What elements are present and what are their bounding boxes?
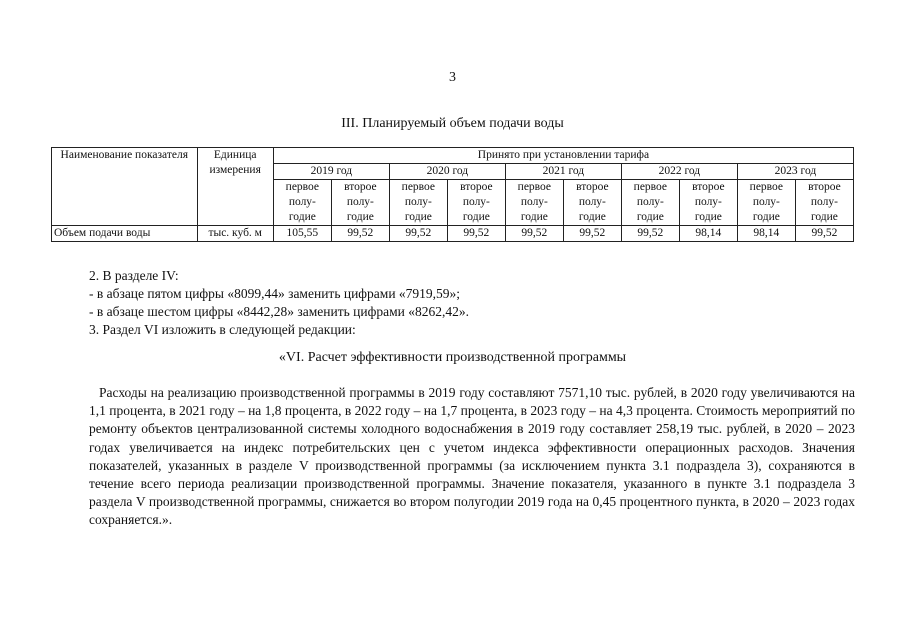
header-year: 2020 год [389,164,505,180]
row-unit: тыс. куб. м [197,226,273,242]
header-half-second: второе полу-годие [447,180,505,226]
row-value: 99,52 [331,226,389,242]
header-unit: Единица измерения [197,148,273,226]
header-indicator-name: Наименование показателя [52,148,198,226]
row-value: 99,52 [389,226,447,242]
header-half-first: первое полу-годие [621,180,679,226]
row-indicator-name: Объем подачи воды [52,226,198,242]
row-value: 99,52 [447,226,505,242]
header-half-second: второе полу-годие [679,180,737,226]
body-paragraph-text: Расходы на реализацию производственной программы в 2019 году составляют 7571,10 тыс. рублей, в 2020 году увеличиваются на 1,1 процента, в 2021 году – на 1,8 процента, в 2022 году – на 1,7 процента, в 2023 году – на 4,3 процента. Стоимость мероприятий по ремонту объектов централизованной системы холодного водоснабжения в 2019 году составляет 258,19 тыс. рублей, в 2020 – 2023 годах увеличивается на индекс потребительских цен с учетом индекса эффективности операционных расходов. Значения показателей, указанных в разделе V производственной программы (за исключением пункта 3.1 подраздела 3), сохраняются в течение всего периода реализации производственной программы. Значение показателя, указанного в пункте 3.1 подраздела 3 раздела V производственной программы, снижается во втором полугодии 2019 года на 0,45 процентного пункта, в 2020 – 2023 годах сохраняется.». [89,385,855,528]
body-paragraph [89,384,855,530]
header-year: 2021 год [505,164,621,180]
header-half-second: второе полу-годие [795,180,853,226]
table-header-row [52,148,854,164]
header-half-first: первое полу-годие [273,180,331,226]
amendment-line: - в абзаце шестом цифры «8442,28» заменить цифрами «8262,42». [89,304,469,319]
page-number: 3 [449,70,456,85]
header-half-first: первое полу-годие [505,180,563,226]
header-tariff-group: Принято при установлении тарифа [273,148,853,164]
header-year: 2022 год [621,164,737,180]
row-value: 99,52 [795,226,853,242]
row-value: 99,52 [621,226,679,242]
amendment-line: - в абзаце пятом цифры «8099,44» заменить цифрами «7919,59»; [89,286,461,301]
amendments-block [89,267,469,339]
water-supply-table [51,147,854,242]
table-row [52,226,854,242]
amendment-line: 3. Раздел VI изложить в следующей редакции: [89,322,356,337]
row-value: 98,14 [679,226,737,242]
header-year: 2023 год [737,164,853,180]
header-half-first: первое полу-годие [737,180,795,226]
section-title: III. Планируемый объем подачи воды [341,116,564,131]
header-half-first: первое полу-годие [389,180,447,226]
row-value: 99,52 [505,226,563,242]
section6-heading: «VI. Расчет эффективности производственной программы [278,350,627,365]
header-year: 2019 год [273,164,389,180]
row-value: 105,55 [273,226,331,242]
amendment-line: 2. В разделе IV: [89,268,179,283]
row-value: 99,52 [563,226,621,242]
row-value: 98,14 [737,226,795,242]
header-half-second: второе полу-годие [331,180,389,226]
header-half-second: второе полу-годие [563,180,621,226]
